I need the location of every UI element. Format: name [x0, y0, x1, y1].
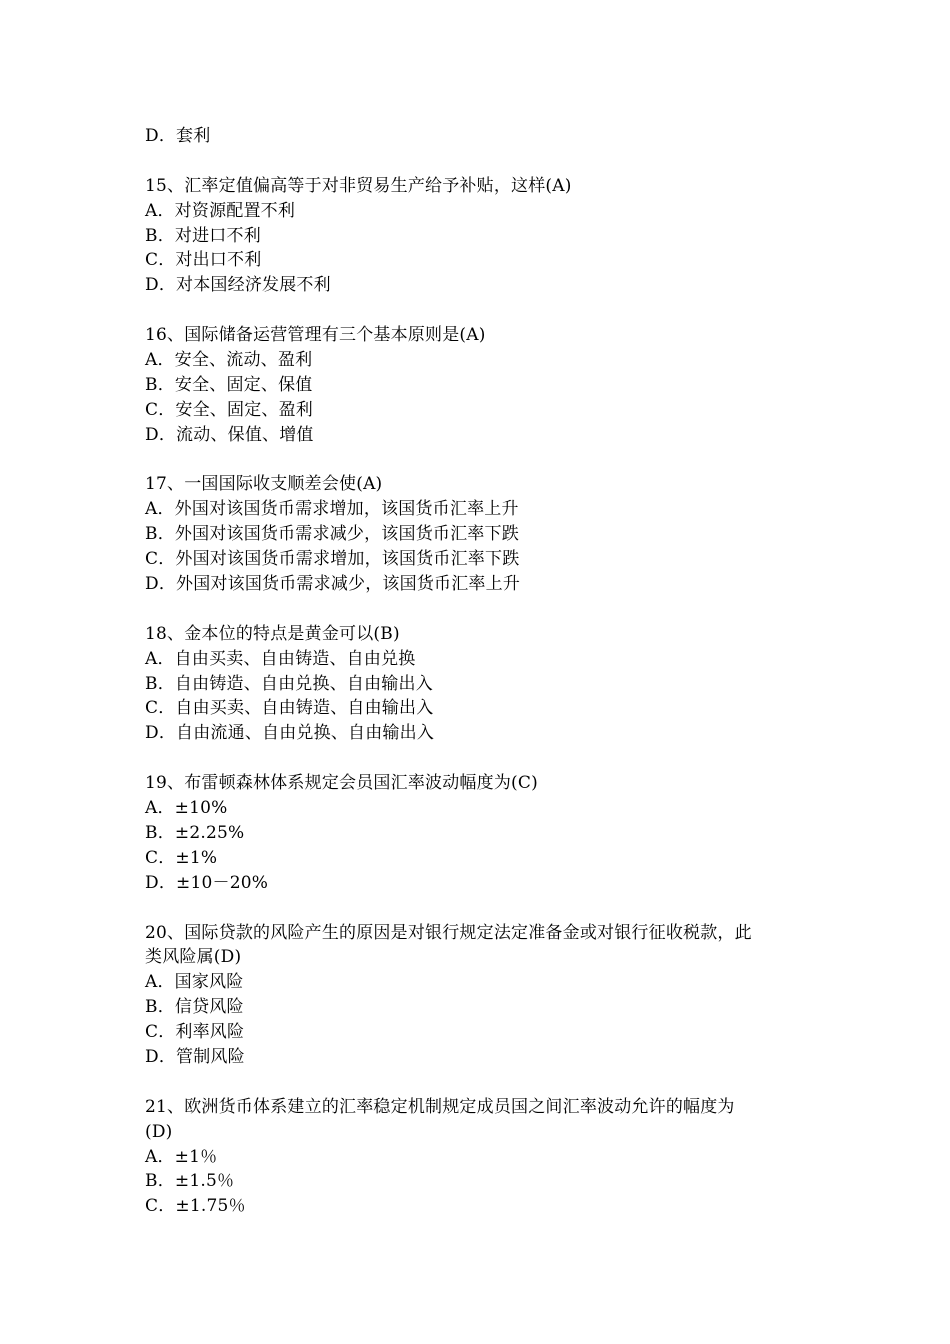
option-a: A．±1％: [145, 1146, 218, 1167]
option-b: B．外国对该国货币需求减少，该国货币汇率下跌: [145, 524, 519, 545]
spacer: [145, 746, 825, 771]
question-text: 15、汇率定值偏高等于对非贸易生产给予补贴，这样(A): [145, 175, 572, 196]
option-b: B．安全、固定、保值: [145, 374, 313, 395]
option-c: C．安全、固定、盈利: [145, 399, 314, 420]
spacer: [145, 1070, 825, 1095]
option-c: C．±1.75％: [145, 1196, 246, 1217]
option-b: B．自由铸造、自由兑换、自由输出入: [145, 673, 433, 694]
option-b: B．±2.25%: [145, 822, 245, 843]
option-b: B．对进口不利: [145, 225, 261, 246]
question-text-line-2: 类风险属(D): [145, 947, 242, 968]
question-block-20: [145, 921, 825, 1070]
option-a: A．对资源配置不利: [145, 200, 296, 221]
option-c: C．利率风险: [145, 1022, 245, 1043]
question-block-15: [145, 174, 825, 298]
option-d: D．流动、保值、增值: [145, 424, 314, 445]
spacer: [145, 448, 825, 473]
option-a: A．±10%: [145, 798, 228, 819]
option-a: A．自由买卖、自由铸造、自由兑换: [145, 648, 416, 669]
option-c: C．自由买卖、自由铸造、自由输出入: [145, 698, 434, 719]
question-text: 16、国际储备运营管理有三个基本原则是(A): [145, 325, 486, 346]
option-b: B．±1.5％: [145, 1171, 235, 1192]
option-c: C．外国对该国货币需求增加，该国货币汇率下跌: [145, 549, 520, 570]
option-d: D．套利: [145, 126, 211, 146]
spacer: [145, 896, 825, 921]
question-list: [145, 124, 825, 1219]
question-text: 18、金本位的特点是黄金可以(B): [145, 623, 400, 644]
question-text: 17、一国国际收支顺差会使(A): [145, 474, 383, 495]
question-text: 19、布雷顿森林体系规定会员国汇率波动幅度为(C): [145, 773, 538, 794]
option-d: D．对本国经济发展不利: [145, 275, 331, 296]
question-block-21: [145, 1095, 825, 1219]
question-block-16: [145, 323, 825, 447]
spacer: [145, 298, 825, 323]
option-c: C．对出口不利: [145, 250, 262, 271]
question-text-line-1: 20、国际贷款的风险产生的原因是对银行规定法定准备金或对银行征收税款，此: [145, 922, 752, 943]
question-block-18: [145, 622, 825, 746]
option-d: D．自由流通、自由兑换、自由输出入: [145, 723, 435, 744]
option-d: D．管制风险: [145, 1046, 245, 1067]
question-block-19: [145, 771, 825, 895]
option-a: A．国家风险: [145, 972, 244, 993]
spacer: [145, 597, 825, 622]
question-text-line-2: (D): [145, 1121, 173, 1142]
option-d: D．外国对该国货币需求减少，该国货币汇率上升: [145, 574, 521, 595]
option-a: A．外国对该国货币需求增加，该国货币汇率上升: [145, 499, 519, 520]
question-text-line-1: 21、欧洲货币体系建立的汇率稳定机制规定成员国之间汇率波动允许的幅度为: [145, 1096, 735, 1117]
option-b: B．信贷风险: [145, 997, 244, 1018]
option-c: C．±1%: [145, 847, 218, 868]
option-a: A．安全、流动、盈利: [145, 350, 313, 371]
spacer: [145, 149, 825, 174]
option-d: D．±10－20%: [145, 872, 269, 893]
question-block-17: [145, 472, 825, 596]
